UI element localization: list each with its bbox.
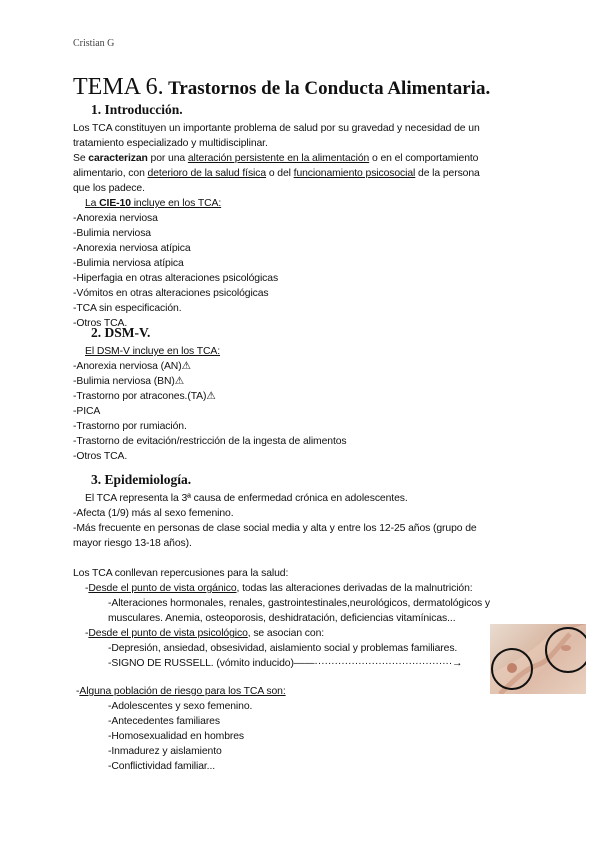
epi-line-2: -Afecta (1/9) más al sexo femenino.	[73, 508, 234, 519]
list-item: -Hiperfagia en otras alteraciones psicológicas	[73, 273, 279, 284]
list-item: -Bulimia nerviosa	[73, 228, 151, 239]
intro-line-4: alimentario, con deterioro de la salud física o del funcionamiento psicosocial de la persona	[73, 168, 480, 179]
list-item: -Otros TCA.	[73, 451, 128, 462]
hand-knuckle-illustration	[490, 624, 586, 694]
organic-detail-2: musculares. Anemia, osteoporosis, deshidratación, deficiencias vitamínicas...	[108, 613, 456, 624]
title-text: Trastornos de la Conducta Alimentaria.	[168, 78, 491, 99]
intro-line-5: que los padece.	[73, 183, 145, 194]
list-item: -Antecedentes familiares	[108, 716, 220, 727]
russell-sign-line: -SIGNO DE RUSSELL. (vómito inducido)——·········································→	[108, 658, 463, 669]
intro-line-3: Se caracterizan por una alteración persistente en la alimentación o en el comportamiento	[73, 153, 479, 164]
title-prefix: TEMA 6.	[73, 74, 164, 100]
list-item: -Trastorno de evitación/restricción de la ingesta de alimentos	[73, 436, 347, 447]
list-item: -Trastorno por atracones.(TA)⚠	[73, 391, 216, 402]
section-heading-dsm: 2. DSM-V.	[91, 325, 151, 340]
section-heading-introduccion: 1. Introducción.	[91, 102, 183, 117]
list-item: -Anorexia nerviosa	[73, 213, 158, 224]
list-item: -Conflictividad familiar...	[108, 761, 216, 772]
list-item: -PICA	[73, 406, 101, 417]
list-item: -Trastorno por rumiación.	[73, 421, 187, 432]
intro-line-2: tratamiento especializado y multidisciplinar.	[73, 138, 268, 149]
organic-heading: -Desde el punto de vista orgánico, todas las alteraciones derivadas de la malnutrición:	[85, 583, 473, 594]
epi-line-4: mayor riesgo 13-18 años).	[73, 538, 192, 549]
epi-line-3: -Más frecuente en personas de clase social media y alta y entre los 12-25 años (grupo de	[73, 523, 477, 534]
dsm-intro: El DSM-V incluye en los TCA:	[85, 346, 221, 357]
author-name: Cristian G	[73, 38, 115, 49]
section-heading-epidemiologia: 3. Epidemiología.	[91, 472, 192, 487]
list-item: -Homosexualidad en hombres	[108, 731, 245, 742]
list-item: -Adolescentes y sexo femenino.	[108, 701, 253, 712]
list-item: -Inmadurez y aislamiento	[108, 746, 222, 757]
intro-line-1: Los TCA constituyen un importante problema de salud por su gravedad y necesidad de un	[73, 123, 480, 134]
russell-sign-photo	[490, 624, 586, 694]
list-item: -Vómitos en otras alteraciones psicológicas	[73, 288, 269, 299]
organic-detail-1: -Alteraciones hormonales, renales, gastrointestinales,neurológicos, dermatológicos y	[108, 598, 491, 609]
list-item: -Bulimia nerviosa atípica	[73, 258, 184, 269]
risk-heading: -Alguna población de riesgo para los TCA son:	[76, 686, 286, 697]
repercussions-intro: Los TCA conllevan repercusiones para la salud:	[73, 568, 289, 579]
list-item: -TCA sin especificación.	[73, 303, 182, 314]
psychological-detail-1: -Depresión, ansiedad, obsesividad, aislamiento social y problemas familiares.	[108, 643, 458, 654]
page-title	[73, 74, 490, 101]
cie-intro: La CIE-10 incluye en los TCA:	[85, 198, 222, 209]
epi-line-1: El TCA representa la 3ª causa de enfermedad crónica en adolescentes.	[85, 493, 408, 504]
list-item: -Anorexia nerviosa (AN)⚠	[73, 361, 191, 372]
list-item: -Otros TCA.	[73, 318, 128, 329]
list-item: -Anorexia nerviosa atípica	[73, 243, 191, 254]
psychological-heading: -Desde el punto de vista psicológico, se asocian con:	[85, 628, 325, 639]
list-item: -Bulimia nerviosa (BN)⚠	[73, 376, 184, 387]
